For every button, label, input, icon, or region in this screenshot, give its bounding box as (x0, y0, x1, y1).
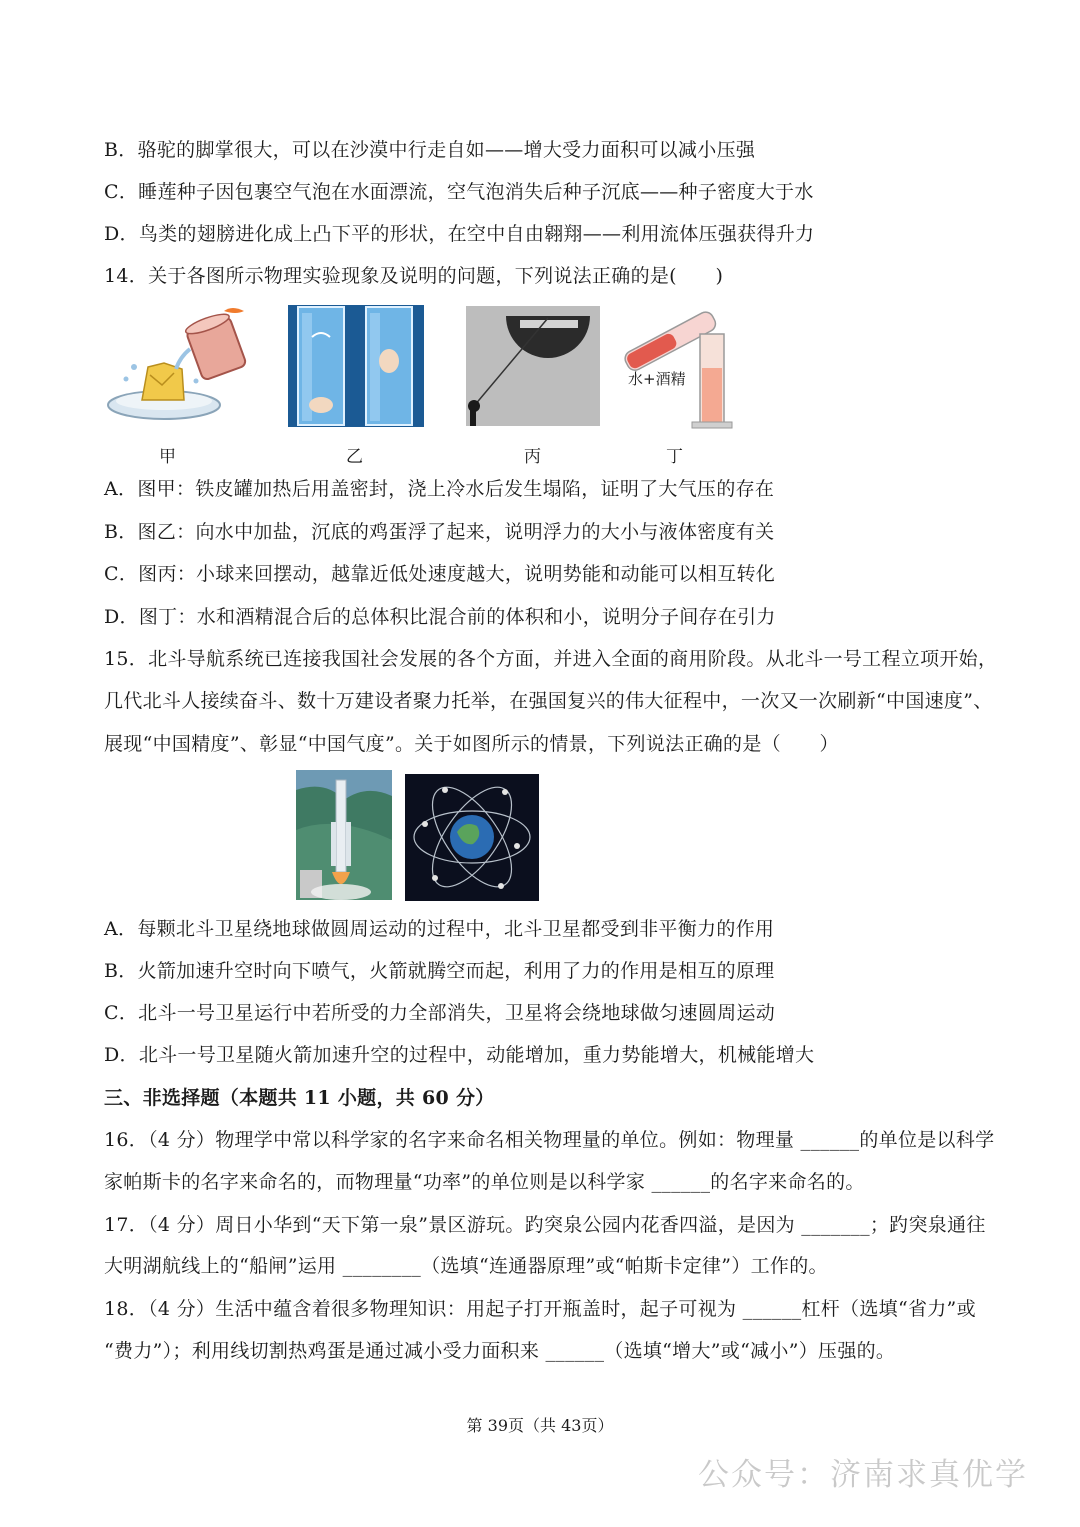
rocket-launch-image (296, 770, 392, 900)
q15-stem-line1: 15．北斗导航系统已连接我国社会发展的各个方面，并进入全面的商用阶段。从北斗一号工程立项开始， (104, 648, 998, 670)
q18-line1: 18．（4 分）生活中蕴含着很多物理知识：用起子打开瓶盖时，起子可视为 ______杠杆（选填“省力”或 (104, 1298, 976, 1320)
q15-option-d: D．北斗一号卫星随火箭加速升空的过程中，动能增加，重力势能增大，机械能增大 (104, 1044, 815, 1066)
q14-option-d: D．图丁：水和酒精混合后的总体积比混合前的体积和小，说明分子间存在引力 (104, 606, 776, 628)
satellite-orbit-image (405, 774, 539, 901)
figure-bing (466, 306, 600, 426)
figure-ding (612, 308, 738, 430)
q15-stem-line2: 几代北斗人接续奋斗、数十万建设者聚力托举，在强国复兴的伟大征程中，一次又一次刷新“中国速度”、 (104, 690, 993, 712)
q15-stem-line3: 展现“中国精度”、彰显“中国气度”。关于如图所示的情景，下列说法正确的是（ ） (104, 733, 839, 755)
q14-stem: 14．关于各图所示物理实验现象及说明的问题，下列说法正确的是( ) (104, 265, 724, 287)
q15-option-b: B．火箭加速升空时向下喷气，火箭就腾空而起，利用了力的作用是相互的原理 (104, 960, 775, 982)
q15-option-c: C．北斗一号卫星运行中若所受的力全部消失，卫星将会绕地球做匀速圆周运动 (104, 1002, 776, 1024)
figure-ding-label: 水+酒精 (628, 370, 686, 388)
q14-option-a: A．图甲：铁皮罐加热后用盖密封，浇上冷水后发生塌陷，证明了大气压的存在 (104, 478, 775, 500)
figure-jia (104, 305, 256, 430)
caption-ding: 丁 (666, 447, 683, 467)
caption-jia: 甲 (159, 447, 176, 467)
figure-yi (288, 305, 424, 427)
q17-line2: 大明湖航线上的“船闸”运用 ________（选填“连通器原理”或“帕斯卡定律”）工作的。 (104, 1255, 828, 1277)
q15-option-a: A．每颗北斗卫星绕地球做圆周运动的过程中，北斗卫星都受到非平衡力的作用 (104, 918, 775, 940)
caption-yi: 乙 (346, 447, 363, 467)
q16-line2: 家帕斯卡的名字来命名的，而物理量“功率”的单位则是以科学家 ______的名字来命名的。 (104, 1171, 865, 1193)
page-number: 第 39页（共 43页） (466, 1416, 614, 1435)
q14-option-b: B．图乙：向水中加盐，沉底的鸡蛋浮了起来，说明浮力的大小与液体密度有关 (104, 521, 775, 543)
q14-option-c: C．图丙：小球来回摆动，越靠近低处速度越大，说明势能和动能可以相互转化 (104, 563, 776, 585)
watermark: 公众号：济南求真优学 (698, 1457, 1028, 1493)
section-heading: 三、非选择题（本题共 11 小题，共 60 分） (104, 1087, 495, 1109)
q18-line2: “费力”）；利用线切割热鸡蛋是通过减小受力面积来 ______（选填“增大”或“减小”）压强的。 (104, 1340, 896, 1362)
q17-line1: 17．（4 分）周日小华到“天下第一泉”景区游玩。趵突泉公园内花香四溢，是因为 _______；趵突泉通往 (104, 1214, 986, 1236)
q13-option-d: D．鸟类的翅膀进化成上凸下平的形状，在空中自由翱翔——利用流体压强获得升力 (104, 223, 815, 245)
q16-line1: 16．（4 分）物理学中常以科学家的名字来命名相关物理量的单位。例如：物理量 ______的单位是以科学 (104, 1129, 995, 1151)
q13-option-b: B．骆驼的脚掌很大，可以在沙漠中行走自如——增大受力面积可以减小压强 (104, 139, 756, 161)
caption-bing: 丙 (524, 447, 541, 467)
q13-option-c: C．睡莲种子因包裹空气泡在水面漂流，空气泡消失后种子沉底——种子密度大于水 (104, 181, 814, 203)
